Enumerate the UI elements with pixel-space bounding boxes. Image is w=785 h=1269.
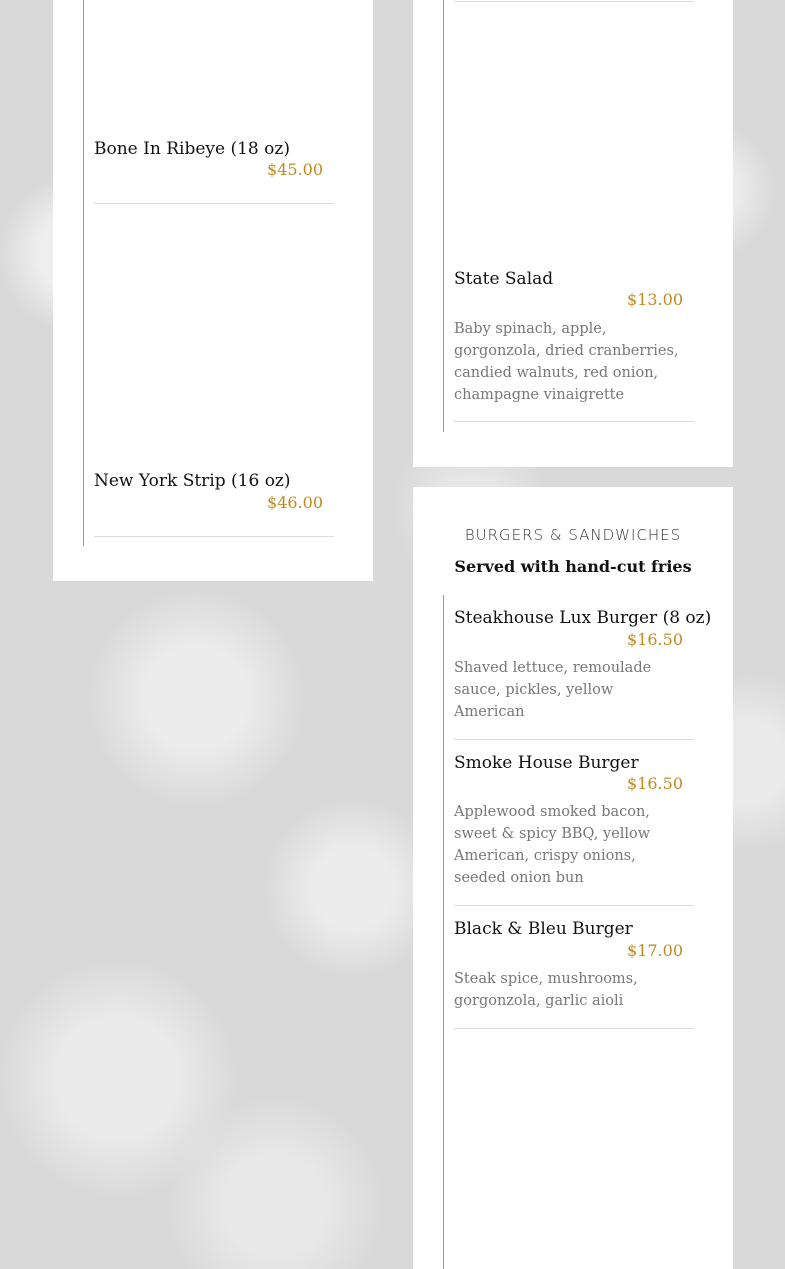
section-title: BURGERS & SANDWICHES — [464, 526, 682, 544]
menu-item-name: Bone In Ribeye (18 oz) — [94, 139, 290, 159]
accent-line — [443, 0, 444, 432]
section-subtitle: Served with hand-cut fries — [454, 557, 692, 576]
menu-item-name: Steakhouse Lux Burger (8 oz) — [454, 608, 712, 628]
item-divider — [454, 739, 694, 740]
steaks-card — [53, 0, 373, 581]
burgers-card — [413, 487, 733, 1269]
menu-item-price: $17.00 — [627, 941, 683, 960]
menu-item-description: Applewood smoked bacon, sweet & spicy BBQ, yellow American, crispy onions, seeded onion bun — [454, 804, 651, 886]
salads-card — [413, 0, 733, 467]
menu-item-description: Baby spinach, apple, gorgonzola, dried cranberries, candied walnuts, red onion, champagne vinaigrette — [454, 321, 679, 403]
item-divider — [454, 905, 694, 906]
menu-item-price: $16.50 — [627, 630, 683, 649]
menu-item-name: Smoke House Burger — [454, 753, 639, 773]
menu-item-name: Black & Bleu Burger — [454, 919, 633, 939]
menu-item-description: Steak spice, mushrooms, gorgonzola, garlic aioli — [454, 971, 638, 1009]
accent-line — [443, 595, 444, 1269]
item-divider — [94, 203, 334, 204]
item-divider — [94, 536, 334, 537]
menu-item-name: State Salad — [454, 269, 554, 289]
accent-line — [83, 0, 84, 546]
menu-item-price: $16.50 — [627, 774, 683, 793]
menu-item-description: Shaved lettuce, remoulade sauce, pickles, yellow American — [454, 660, 652, 720]
item-divider — [454, 1028, 694, 1029]
menu-item-price: $46.00 — [267, 493, 323, 512]
item-divider — [454, 1, 694, 2]
menu-item-price: $13.00 — [627, 290, 683, 309]
item-divider — [454, 421, 694, 422]
menu-item-name: New York Strip (16 oz) — [94, 471, 291, 491]
menu-item-price: $45.00 — [267, 160, 323, 179]
